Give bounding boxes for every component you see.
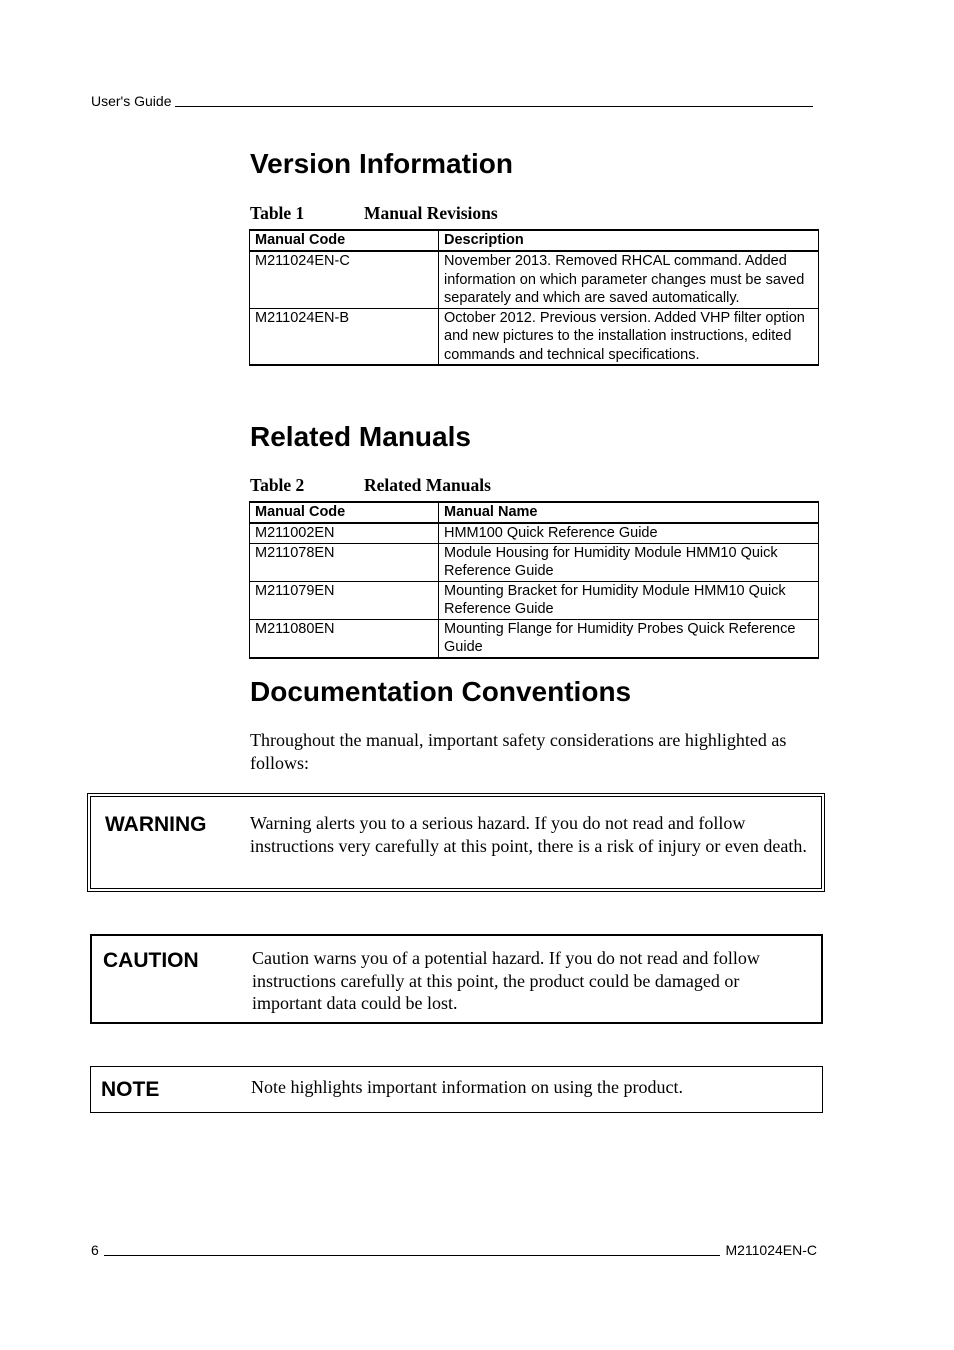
table-row [250, 619, 819, 658]
table-2-title: Related Manuals [364, 475, 491, 495]
caution-text: Caution warns you of a potential hazard. If you do not read and follow instructions carefully at this point, the product could be damaged or important data could be lost. [252, 948, 760, 1013]
manual-revisions-table [249, 229, 819, 366]
note-text: Note highlights important information on using the product. [251, 1077, 683, 1097]
caution-label: CAUTION [103, 949, 199, 972]
related-manuals-table [249, 501, 819, 659]
warning-text: Warning alerts you to a serious hazard. If you do not read and follow instructions very carefully at this point, there is a risk of injury or even death. [250, 813, 807, 856]
header-title: User's Guide [91, 93, 172, 109]
manual-code-cell: M211079EN [250, 581, 439, 619]
table-1-title: Manual Revisions [364, 203, 498, 223]
table-1-caption [250, 203, 498, 223]
manual-code-cell: M211024EN-B [250, 308, 439, 365]
column-header-manual-name: Manual Name [439, 502, 819, 523]
column-header-manual-code: Manual Code [250, 502, 439, 523]
page-header [91, 91, 813, 109]
note-label: NOTE [101, 1078, 160, 1101]
manual-code-cell: M211080EN [250, 619, 439, 658]
manual-name-cell: Mounting Flange for Humidity Probes Quick Reference Guide [439, 619, 819, 658]
table-1-number: Table 1 [250, 203, 305, 223]
manual-code-cell: M211002EN [250, 523, 439, 543]
page-footer [91, 1240, 817, 1258]
version-information-heading: Version Information [250, 148, 513, 179]
footer-rule [104, 1255, 721, 1256]
table-row [250, 523, 819, 543]
description-cell: October 2012. Previous version. Added VHP filter option and new pictures to the installation instructions, edited commands and technical specifications. [439, 308, 819, 365]
header-rule [175, 106, 813, 107]
manual-name-cell: HMM100 Quick Reference Guide [439, 523, 819, 543]
table-row [250, 308, 819, 365]
warning-box [87, 793, 825, 892]
table-2-number: Table 2 [250, 475, 305, 495]
conventions-intro-paragraph: Throughout the manual, important safety considerations are highlighted as follows: [250, 730, 787, 773]
table-header-row [250, 230, 819, 251]
table-header-row [250, 502, 819, 523]
table-2-caption [250, 475, 491, 495]
documentation-conventions-heading: Documentation Conventions [250, 676, 632, 707]
column-header-description: Description [439, 230, 819, 251]
caution-box [90, 934, 823, 1024]
column-header-manual-code: Manual Code [250, 230, 439, 251]
manual-code-cell: M211024EN-C [250, 251, 439, 308]
footer-doc-code: M211024EN-C [725, 1242, 817, 1258]
related-manuals-heading: Related Manuals [250, 421, 471, 452]
page-number: 6 [91, 1242, 99, 1258]
manual-name-cell: Mounting Bracket for Humidity Module HMM10 Quick Reference Guide [439, 581, 819, 619]
description-cell: November 2013. Removed RHCAL command. Added information on which parameter changes must be saved separately and which are saved automatically. [439, 251, 819, 308]
warning-label: WARNING [105, 813, 207, 836]
manual-name-cell: Module Housing for Humidity Module HMM10 Quick Reference Guide [439, 543, 819, 581]
note-box [90, 1066, 823, 1113]
table-row [250, 581, 819, 619]
table-row [250, 251, 819, 308]
table-row [250, 543, 819, 581]
manual-code-cell: M211078EN [250, 543, 439, 581]
